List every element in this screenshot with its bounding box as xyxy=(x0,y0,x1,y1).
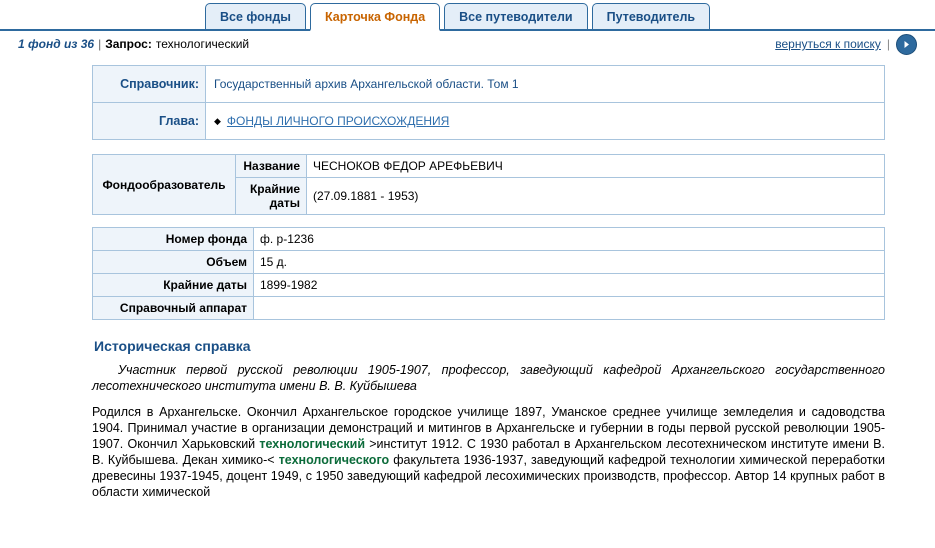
note-text-part3: факультета 1936-1937, заведующий кафедрой технологии химической переработки древесины 1937-1945, доцент 1949, с 1950 заведующий кафедрой лесохимических производств, профессор. Автор 14 крупных работ в области химической xyxy=(92,453,885,499)
actions-separator: | xyxy=(886,37,890,51)
diamond-bullet-icon: ◆ xyxy=(214,116,221,127)
query-separator: | xyxy=(98,37,102,51)
fund-volume-value: 15 д. xyxy=(254,251,885,274)
fund-details-table xyxy=(92,227,885,320)
chapter-link[interactable]: ФОНДЫ ЛИЧНОГО ПРОИСХОЖДЕНИЯ xyxy=(226,114,450,128)
tab-all-guides[interactable]: Все путеводители xyxy=(444,3,587,29)
query-bar xyxy=(0,31,935,55)
table-row xyxy=(93,251,885,274)
founder-name-label: Название xyxy=(236,155,307,178)
table-row xyxy=(93,297,885,320)
founder-dates-value: (27.09.1881 - 1953) xyxy=(307,178,885,215)
historical-note-lead: Участник первой русской революции 1905-1907, профессор, заведующий кафедрой Архангельского государственного лесотехнического института имени В. В. Куйбышева xyxy=(92,363,885,393)
founder-name-value: ЧЕСНОКОВ ФЕДОР АРЕФЬЕВИЧ xyxy=(307,155,885,178)
tab-bar xyxy=(0,0,935,31)
note-text-part2: >институт 1912. С 1930 работал в Архангельском лесотехническом институте имени В. В. Куйбышева. Декан химико-< xyxy=(92,437,885,467)
fund-number-value: ф. р-1236 xyxy=(254,228,885,251)
fund-dates-label: Крайние даты xyxy=(93,274,254,297)
search-highlight-2: технологического xyxy=(278,453,390,467)
query-value: технологический xyxy=(155,37,250,51)
tab-all-funds[interactable]: Все фонды xyxy=(205,3,306,29)
query-label: Запрос: xyxy=(105,37,152,51)
founder-dates-label: Крайние даты xyxy=(236,178,307,215)
table-row xyxy=(93,155,885,178)
guide-label: Справочник: xyxy=(93,66,206,103)
historical-note-title: Историческая справка xyxy=(94,338,251,354)
tab-fund-card[interactable]: Карточка Фонда xyxy=(310,3,440,31)
chapter-label: Глава: xyxy=(93,103,206,140)
table-row xyxy=(93,228,885,251)
note-text-part1: Родился в Архангельске. Окончил Архангельское городское училище 1897, Уманское среднее училище земледелия и садоводства 1904. Принимал участие в организации демонстраций и митингов в Архангельске и губернии в годы первой русской революции 1905-1907. Окончил Харьковский xyxy=(92,405,885,451)
query-bar-actions xyxy=(775,34,927,55)
fund-dates-value: 1899-1982 xyxy=(254,274,885,297)
fund-number-label: Номер фонда xyxy=(93,228,254,251)
founder-row-header: Фондообразователь xyxy=(93,155,236,215)
table-row xyxy=(93,66,885,103)
table-row xyxy=(93,274,885,297)
arrow-right-icon[interactable] xyxy=(896,34,917,55)
guide-header-table xyxy=(92,65,885,140)
search-highlight-1: технологический xyxy=(259,437,366,451)
historical-note-body xyxy=(92,404,885,500)
fund-apparatus-label: Справочный аппарат xyxy=(93,297,254,320)
chapter-value-cell xyxy=(206,103,885,140)
fund-card-content xyxy=(0,55,935,500)
result-count: 1 фонд из 36 xyxy=(18,37,95,51)
guide-value: Государственный архив Архангельской области. Том 1 xyxy=(206,66,885,103)
fund-apparatus-value xyxy=(254,297,885,320)
table-row xyxy=(93,103,885,140)
founder-table xyxy=(92,154,885,215)
back-to-search-link[interactable]: вернуться к поиску xyxy=(775,37,881,51)
tab-guide[interactable]: Путеводитель xyxy=(592,3,710,29)
fund-volume-label: Объем xyxy=(93,251,254,274)
